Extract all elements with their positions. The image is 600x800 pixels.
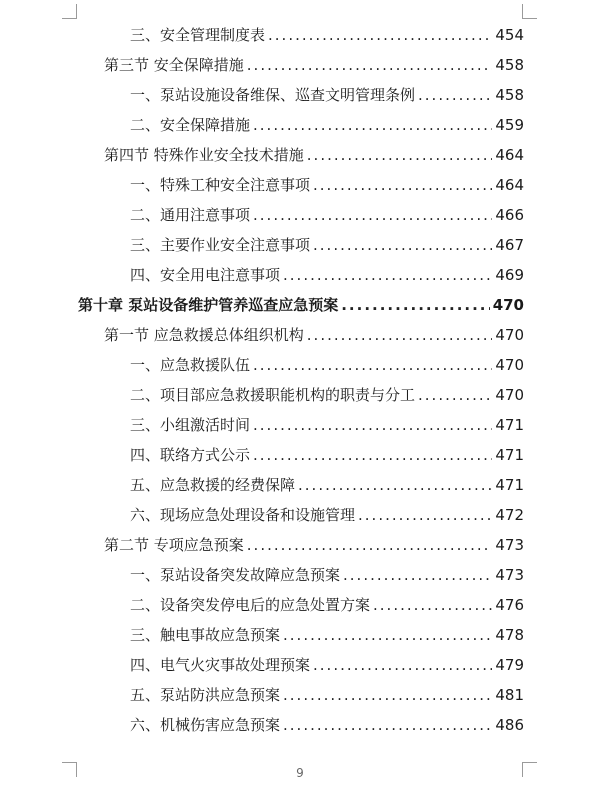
toc-entry-title: 第十章 泵站设备维护管养巡查应急预案	[78, 296, 339, 314]
toc-entry-item[interactable]	[78, 590, 524, 620]
toc-dot-leader	[283, 620, 492, 650]
page-number: 9	[296, 766, 304, 780]
crop-mark-top-left	[62, 4, 77, 19]
toc-entry-item[interactable]	[78, 500, 524, 530]
toc-entry-title: 四、联络方式公示	[130, 446, 251, 464]
toc-entry-title: 二、项目部应急救援职能机构的职责与分工	[130, 386, 416, 404]
toc-entry-page: 464	[495, 146, 524, 164]
toc-entry-page: 469	[495, 266, 524, 284]
toc-entry-title: 三、小组激活时间	[130, 416, 251, 434]
toc-entry-title: 六、机械伤害应急预案	[130, 716, 281, 734]
toc-entry-title: 第四节 特殊作业安全技术措施	[104, 146, 304, 164]
toc-dot-leader	[343, 560, 492, 590]
toc-entry-page: 481	[495, 686, 524, 704]
toc-entry-item[interactable]	[78, 650, 524, 680]
toc-entry-title: 一、泵站设施设备维保、巡查文明管理条例	[130, 86, 416, 104]
toc-entry-title: 第三节 安全保障措施	[104, 56, 244, 74]
toc-entry-chapter[interactable]	[78, 290, 524, 320]
toc-dot-leader	[313, 650, 492, 680]
toc-entry-title: 一、泵站设备突发故障应急预案	[130, 566, 341, 584]
toc-entry-item[interactable]	[78, 80, 524, 110]
toc-entry-page: 471	[495, 416, 524, 434]
toc-entry-page: 473	[495, 566, 524, 584]
toc-entry-title: 三、触电事故应急预案	[130, 626, 281, 644]
toc-dot-leader	[253, 440, 492, 470]
toc-entry-page: 473	[495, 536, 524, 554]
toc-entry-page: 486	[495, 716, 524, 734]
table-of-contents	[78, 20, 524, 740]
toc-entry-title: 五、应急救援的经费保障	[130, 476, 296, 494]
toc-dot-leader	[283, 260, 492, 290]
toc-dot-leader	[247, 530, 493, 560]
toc-dot-leader	[247, 50, 493, 80]
toc-entry-title: 六、现场应急处理设备和设施管理	[130, 506, 356, 524]
toc-entry-title: 第二节 专项应急预案	[104, 536, 244, 554]
toc-entry-item[interactable]	[78, 440, 524, 470]
toc-entry-section[interactable]	[78, 530, 524, 560]
toc-dot-leader	[373, 590, 492, 620]
toc-entry-page: 470	[495, 386, 524, 404]
toc-entry-title: 一、应急救援队伍	[130, 356, 251, 374]
toc-dot-leader	[313, 170, 492, 200]
toc-dot-leader	[283, 710, 492, 740]
toc-dot-leader	[283, 680, 492, 710]
toc-entry-item[interactable]	[78, 110, 524, 140]
toc-entry-page: 470	[492, 296, 524, 314]
toc-dot-leader	[307, 320, 493, 350]
toc-entry-title: 三、主要作业安全注意事项	[130, 236, 311, 254]
toc-dot-leader	[307, 140, 493, 170]
toc-entry-page: 472	[495, 506, 524, 524]
toc-entry-page: 479	[495, 656, 524, 674]
toc-entry-title: 三、安全管理制度表	[130, 26, 266, 44]
toc-entry-page: 476	[495, 596, 524, 614]
toc-entry-item[interactable]	[78, 380, 524, 410]
toc-entry-item[interactable]	[78, 710, 524, 740]
crop-mark-top-right	[522, 4, 537, 19]
toc-entry-page: 471	[495, 476, 524, 494]
toc-entry-item[interactable]	[78, 350, 524, 380]
toc-entry-page: 466	[495, 206, 524, 224]
toc-dot-leader	[298, 470, 492, 500]
toc-entry-title: 四、安全用电注意事项	[130, 266, 281, 284]
toc-dot-leader	[418, 80, 492, 110]
toc-entry-item[interactable]	[78, 260, 524, 290]
toc-entry-section[interactable]	[78, 140, 524, 170]
toc-entry-page: 471	[495, 446, 524, 464]
toc-dot-leader	[418, 380, 492, 410]
toc-entry-item[interactable]	[78, 560, 524, 590]
toc-entry-title: 五、泵站防洪应急预案	[130, 686, 281, 704]
toc-entry-section[interactable]	[78, 50, 524, 80]
toc-entry-page: 470	[495, 356, 524, 374]
toc-entry-item[interactable]	[78, 170, 524, 200]
toc-dot-leader	[313, 230, 492, 260]
toc-dot-leader	[253, 110, 492, 140]
toc-dot-leader	[253, 200, 492, 230]
toc-entry-title: 第一节 应急救援总体组织机构	[104, 326, 304, 344]
toc-entry-page: 458	[495, 86, 524, 104]
toc-entry-item[interactable]	[78, 470, 524, 500]
toc-entry-item[interactable]	[78, 410, 524, 440]
toc-entry-title: 二、设备突发停电后的应急处置方案	[130, 596, 371, 614]
toc-dot-leader	[341, 290, 489, 320]
toc-entry-item[interactable]	[78, 230, 524, 260]
toc-dot-leader	[268, 20, 492, 50]
toc-entry-page: 454	[495, 26, 524, 44]
toc-entry-page: 464	[495, 176, 524, 194]
toc-dot-leader	[358, 500, 492, 530]
toc-entry-title: 一、特殊工种安全注意事项	[130, 176, 311, 194]
toc-entry-page: 478	[495, 626, 524, 644]
toc-entry-section[interactable]	[78, 320, 524, 350]
toc-entry-item[interactable]	[78, 680, 524, 710]
toc-entry-page: 459	[495, 116, 524, 134]
toc-entry-item[interactable]	[78, 620, 524, 650]
toc-entry-title: 二、安全保障措施	[130, 116, 251, 134]
toc-dot-leader	[253, 410, 492, 440]
toc-entry-page: 467	[495, 236, 524, 254]
toc-entry-item[interactable]	[78, 20, 524, 50]
toc-entry-page: 458	[495, 56, 524, 74]
toc-entry-item[interactable]	[78, 200, 524, 230]
toc-entry-title: 二、通用注意事项	[130, 206, 251, 224]
toc-entry-title: 四、电气火灾事故处理预案	[130, 656, 311, 674]
toc-entry-page: 470	[495, 326, 524, 344]
toc-dot-leader	[253, 350, 492, 380]
